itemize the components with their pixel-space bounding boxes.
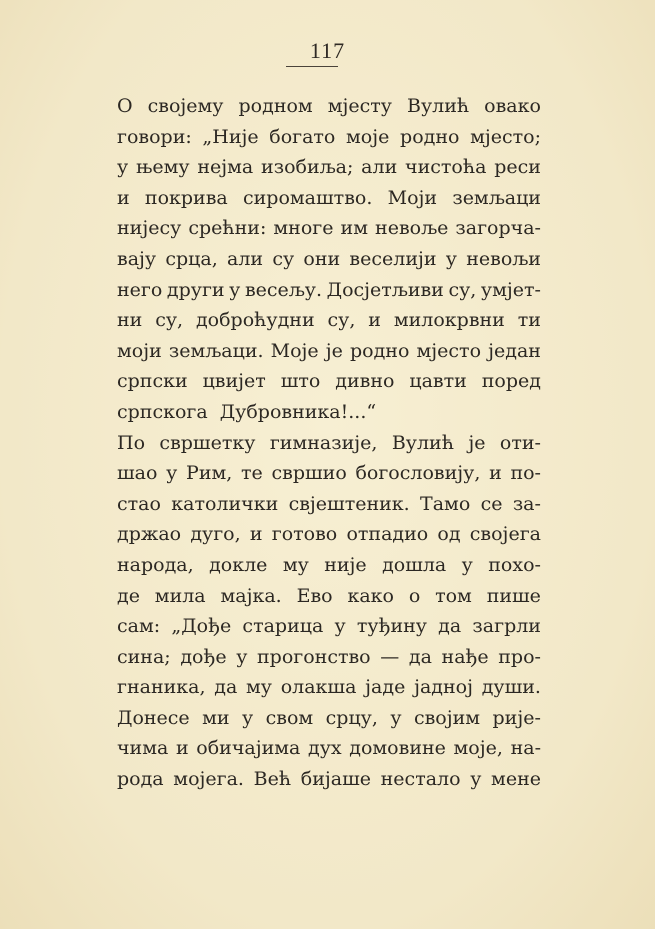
text-line: шао у Рим, те свршио богословију, и по- <box>117 462 541 485</box>
text-line: сам: „Дође старица у туђину да загрли <box>117 615 541 638</box>
text-line: рода мојега. Већ бијаше нестало у мене <box>117 768 541 791</box>
text-line: моји земљаци. Моје је родно мјесто један <box>117 339 541 362</box>
text-line: чима и обичајима дух домовине моје, на- <box>117 737 541 760</box>
text-line: вају срца, али су они веселији у невољи <box>117 247 541 270</box>
text-line: у њему нејма изобиља; али чистоћа реси <box>117 156 541 179</box>
text-line: народа, докле му није дошла у похо- <box>117 553 541 576</box>
text-line: О својему родном мјесту Вулић овако <box>117 95 541 117</box>
text-line: гнаника, да му олакша јаде јадној души. <box>117 676 541 699</box>
text-line: де мила мајка. Ево како о том пише <box>117 584 541 607</box>
text-line: стао католички свјештеник. Тамо се за- <box>117 492 541 515</box>
body-text <box>117 91 541 795</box>
text-line: говори: „Није богато моје родно мјесто; <box>117 125 541 148</box>
text-line: сина; дође у прогонство — да нађе про- <box>117 645 541 668</box>
paragraph-2 <box>117 428 541 795</box>
text-line: српски цвијет што дивно цавти поред <box>117 370 541 393</box>
text-line: и покрива сиромаштво. Моји земљаци <box>117 186 541 209</box>
text-line: ни су, доброћудни су, и милокрвни ти <box>117 309 541 332</box>
text-line: српскога Дубровника!...“ <box>117 400 377 423</box>
text-line: Донесе ми у свом срцу, у својим ријe- <box>117 706 541 729</box>
page-number: 117 <box>309 38 346 63</box>
text-line: По свршетку гимназије, Вулић је оти- <box>117 431 541 454</box>
page-number-rule <box>286 66 338 67</box>
text-line: него други у весељу. Досјетљиви су, умјет- <box>117 278 541 301</box>
text-line: држао дуго, и готово отпадио од својега <box>117 523 541 546</box>
paragraph-1 <box>117 91 541 428</box>
text-line: нијесу срећни: многе им невоље загорча- <box>117 217 541 240</box>
